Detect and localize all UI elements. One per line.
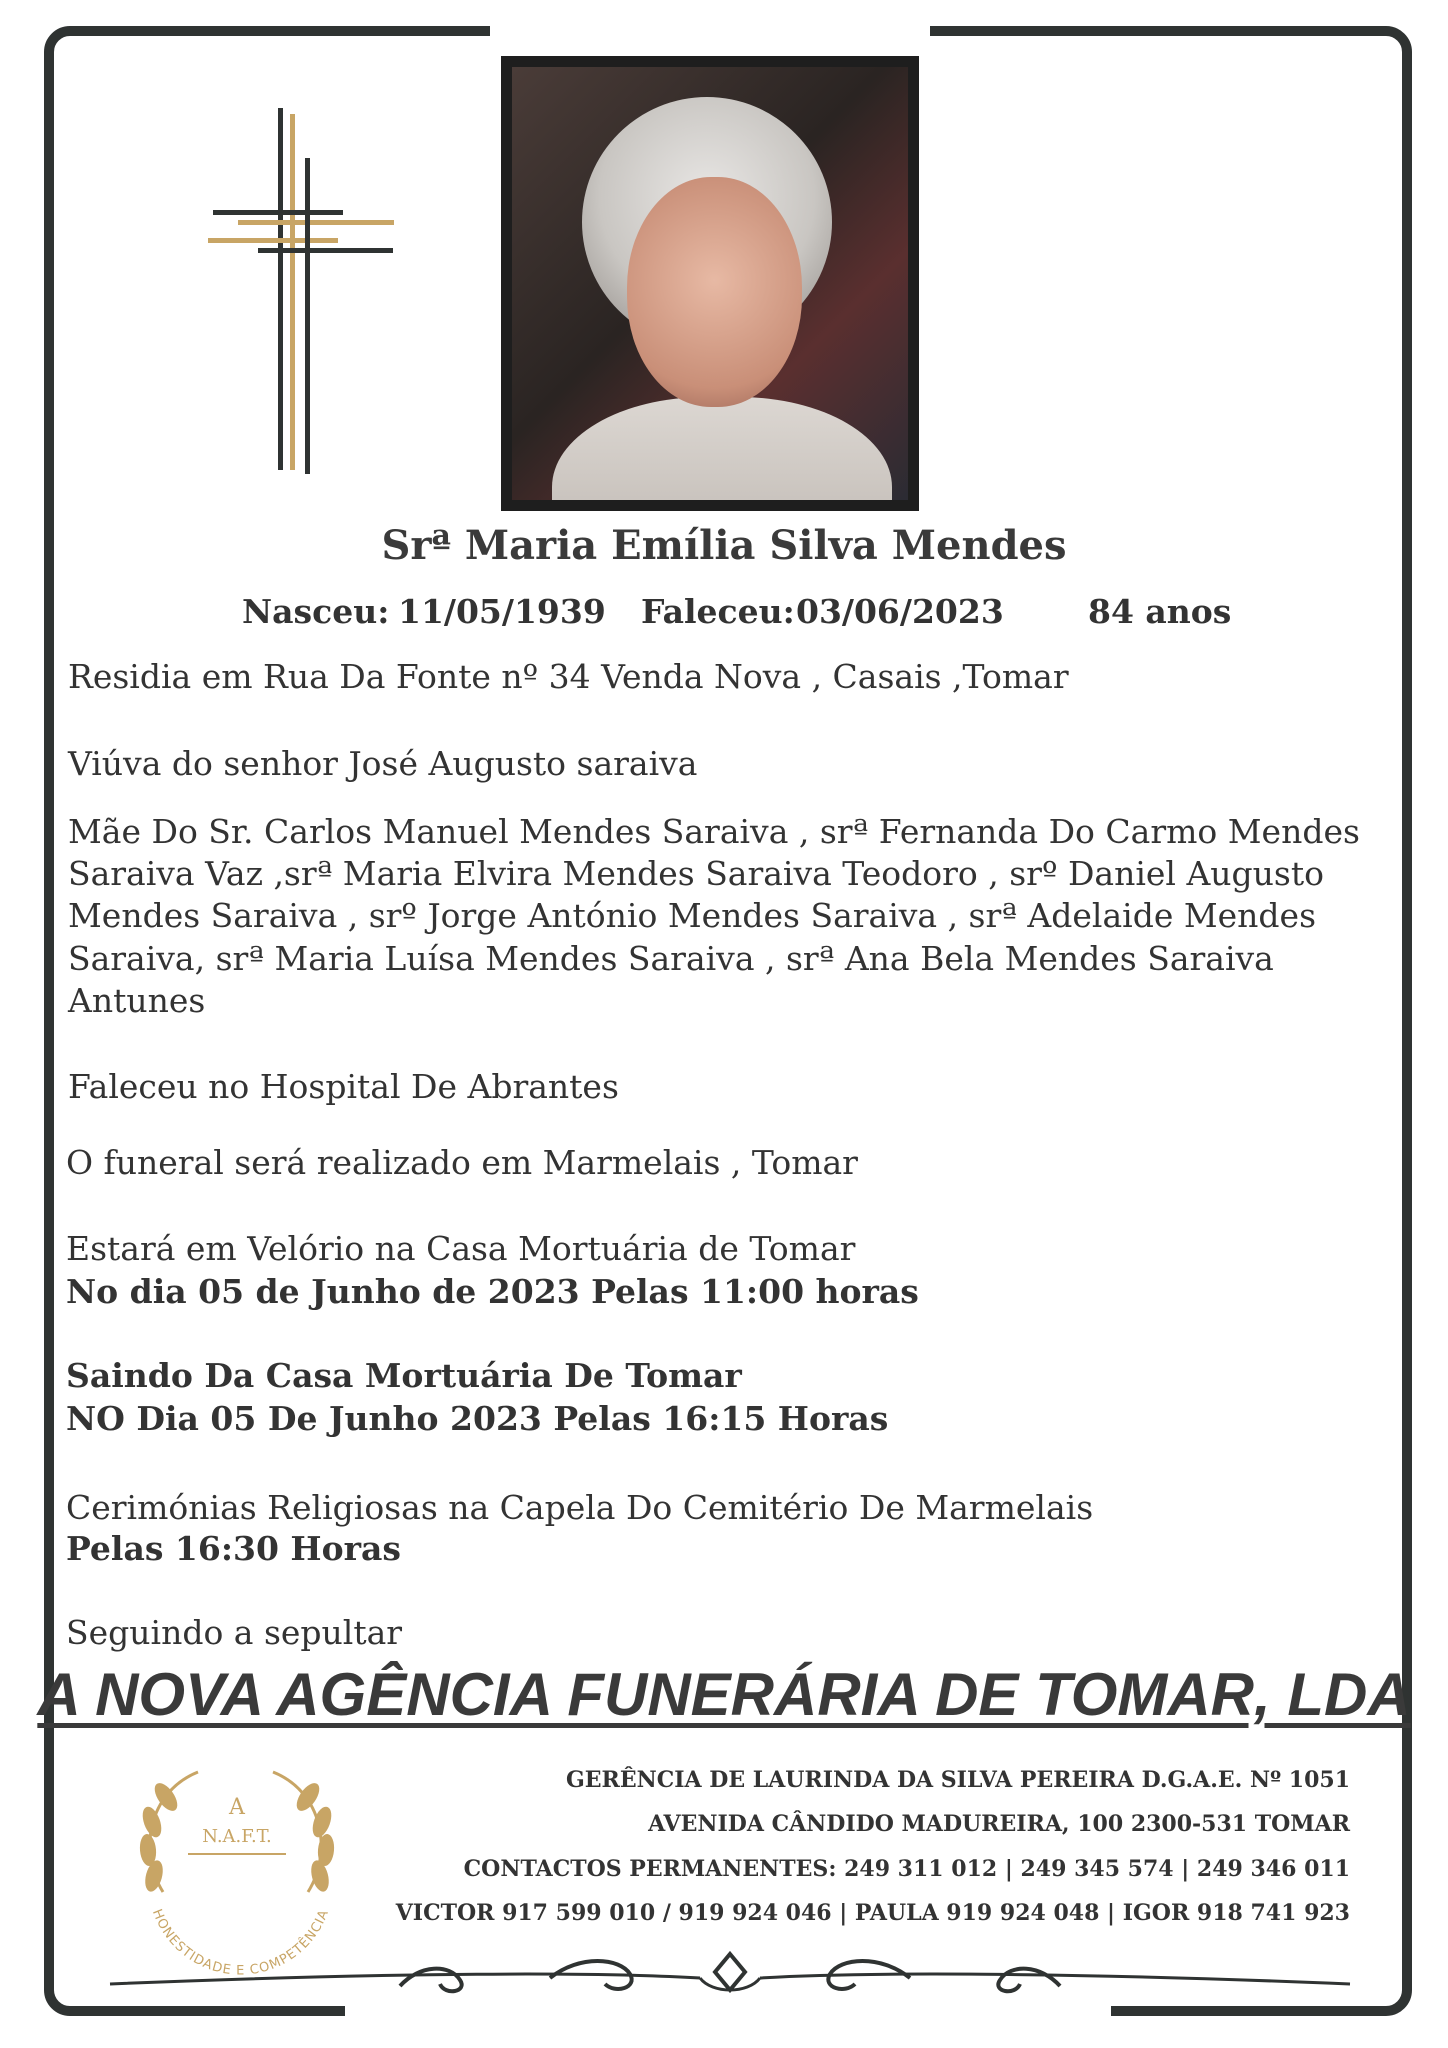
logo-letter: A [229, 1795, 245, 1820]
born-date: 11/05/1939 [398, 592, 606, 631]
frame-gap-top [490, 20, 930, 40]
age: 84 anos [1088, 592, 1232, 631]
wake-time: No dia 05 de Junho de 2023 Pelas 11:00 horas [66, 1272, 919, 1311]
deceased-name: Srª Maria Emília Silva Mendes [381, 522, 1067, 569]
ceremony-location: Cerimónias Religiosas na Capela Do Cemitério De Marmelais [66, 1488, 1094, 1527]
cross-icon [208, 108, 394, 474]
wake-location: Estará em Velório na Casa Mortuária de Tomar [66, 1229, 856, 1268]
died-date: 03/06/2023 [796, 592, 1004, 631]
born-label: Nasceu: [242, 592, 390, 631]
residence-line: Residia em Rua Da Fonte nº 34 Venda Nova , Casais ,Tomar [68, 657, 1069, 696]
ceremony-time: Pelas 16:30 Horas [66, 1529, 401, 1568]
leaving-location: Saindo Da Casa Mortuária De Tomar [66, 1356, 742, 1395]
bottom-ornament [100, 1944, 1360, 2014]
children-line: Saraiva, srª Maria Luísa Mendes Saraiva , srª Ana Bela Mendes Saraiva [68, 939, 1274, 978]
children-line: Mãe Do Sr. Carlos Manuel Mendes Saraiva , srª Fernanda Do Carmo Mendes [68, 812, 1360, 851]
children-line: Mendes Saraiva , srº Jorge António Mendes Saraiva , srª Adelaide Mendes [68, 896, 1317, 935]
portrait-photo [501, 56, 919, 511]
agency-management: GERÊNCIA DE LAURINDA DA SILVA PEREIRA D.G.A.E. Nº 1051 [566, 1767, 1350, 1793]
leaving-time: NO Dia 05 De Junho 2023 Pelas 16:15 Horas [66, 1399, 889, 1438]
widow-line: Viúva do senhor José Augusto saraiva [68, 744, 698, 783]
died-label: Faleceu: [641, 592, 795, 631]
children-line: Saraiva Vaz ,srª Maria Elvira Mendes Saraiva Teodoro , srº Daniel Augusto [68, 854, 1324, 893]
children-line: Antunes [68, 981, 206, 1020]
logo-abbr: N.A.F.T. [202, 1826, 272, 1847]
burial-line: Seguindo a sepultar [66, 1613, 403, 1652]
death-place-line: Faleceu no Hospital De Abrantes [68, 1067, 619, 1106]
agency-name: A NOVA AGÊNCIA FUNERÁRIA DE TOMAR, LDA [37, 1661, 1411, 1728]
agency-people: VICTOR 917 599 010 / 919 924 046 | PAULA 919 924 048 | IGOR 918 741 923 [395, 1900, 1350, 1926]
funeral-line: O funeral será realizado em Marmelais , Tomar [66, 1143, 858, 1182]
agency-contacts: CONTACTOS PERMANENTES: 249 311 012 | 249 345 574 | 249 346 011 [463, 1856, 1350, 1882]
agency-address: AVENIDA CÂNDIDO MADUREIRA, 100 2300-531 TOMAR [648, 1811, 1350, 1837]
logo-motto: HONESTIDADE E COMPETÊNCIA [148, 1907, 333, 1979]
